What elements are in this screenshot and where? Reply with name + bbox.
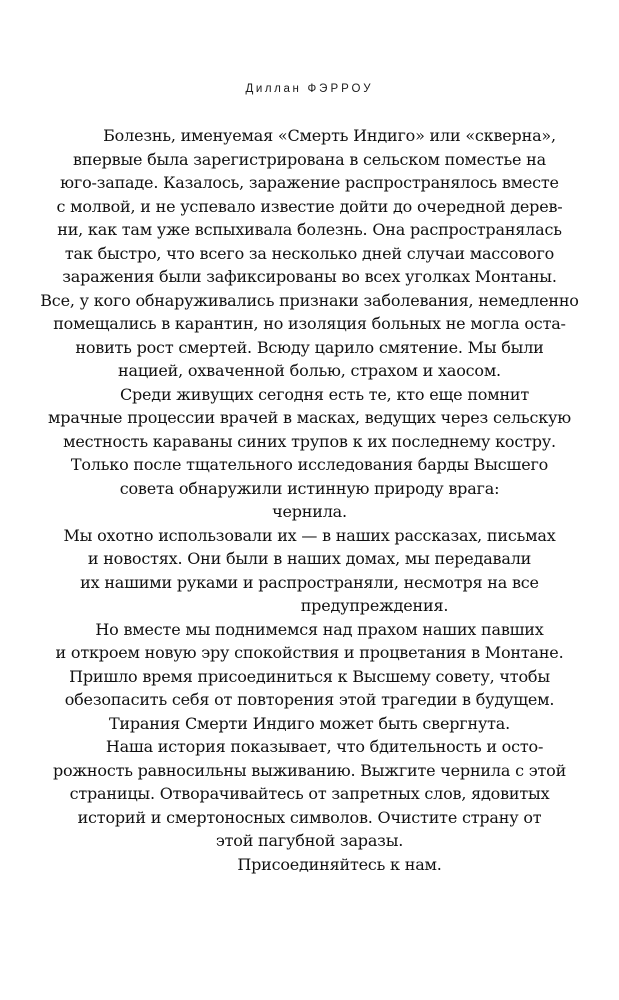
- text-line: Наша история показывает, что бдительность и осто-: [105, 737, 544, 756]
- text-line: совета обнаружили истинную природу врага:: [119, 478, 500, 498]
- text-line: Тирания Смерти Индиго может быть свергнута.: [108, 713, 511, 733]
- text-line: рожность равносильны выживанию. Выжгите чернила с этой: [52, 760, 567, 780]
- text-line: с молвой, и не успевало известие дойти до очередной дерев-: [56, 196, 563, 216]
- text-line: Но вместе мы поднимемся над прахом наших павших: [95, 619, 544, 639]
- text-line: мрачные процессии врачей в масках, ведущих через сельскую: [48, 408, 571, 427]
- text-line: заражения были зафиксированы во всех уголках Монтаны.: [62, 267, 557, 286]
- text-line: Болезнь, именуемая «Смерть Индиго» или «скверна»,: [103, 126, 556, 145]
- text-line: Все, у кого обнаруживались признаки заболевания, немедленно: [40, 290, 579, 310]
- text-line: обезопасить себя от повторения этой трагедии в будущем.: [64, 690, 555, 709]
- text-line: историй и смертоносных символов. Очистите страну от: [77, 807, 542, 827]
- author-surname: ФЭРРОУ: [307, 83, 374, 95]
- text-line: ни, как там уже вспыхивала болезнь. Она распространялась: [57, 220, 562, 239]
- text-line: предупреждения.: [300, 596, 449, 615]
- text-line: этой пагубной заразы.: [215, 831, 404, 850]
- text-line: и новостях. Они были в наших домах, мы передавали: [87, 549, 532, 568]
- text-line: и откроем новую эру спокойствия и процветания в Монтане.: [55, 643, 564, 662]
- text-line: местность караваны синих трупов к их последнему костру.: [63, 431, 556, 451]
- text-line: Мы охотно использовали их — в наших рассказах, письмах: [63, 525, 556, 545]
- text-line: новить рост смертей. Всюду царило смятение. Мы были: [75, 337, 544, 357]
- text-line: помещались в карантин, но изоляция больных не могла оста-: [53, 314, 566, 333]
- text-line: так быстро, что всего за несколько дней случаи массового: [64, 243, 555, 263]
- text-line: Среди живущих сегодня есть те, кто еще помнит: [119, 384, 530, 404]
- text-line: впервые была зарегистрирована в сельском поместье на: [73, 149, 546, 169]
- text-line: нацией, охваченной болью, страхом и хаосом.: [118, 361, 501, 380]
- text-line: чернила.: [272, 502, 347, 521]
- text-line: их нашими руками и распространяли, несмотря на все: [80, 572, 539, 592]
- author-first-name: Диллан: [245, 83, 302, 95]
- text-line: юго-западе. Казалось, заражение распространялось вместе: [60, 173, 559, 192]
- text-line: Только после тщательного исследования барды Высшего: [70, 455, 549, 474]
- running-head: [0, 83, 619, 95]
- proclamation-text: [0, 124, 619, 876]
- text-line: Пришло время присоединиться к Высшему совету, чтобы: [69, 666, 550, 686]
- text-line: Присоединяйтесь к нам.: [237, 854, 442, 874]
- text-line: страницы. Отворачивайтесь от запретных слов, ядовитых: [69, 784, 550, 803]
